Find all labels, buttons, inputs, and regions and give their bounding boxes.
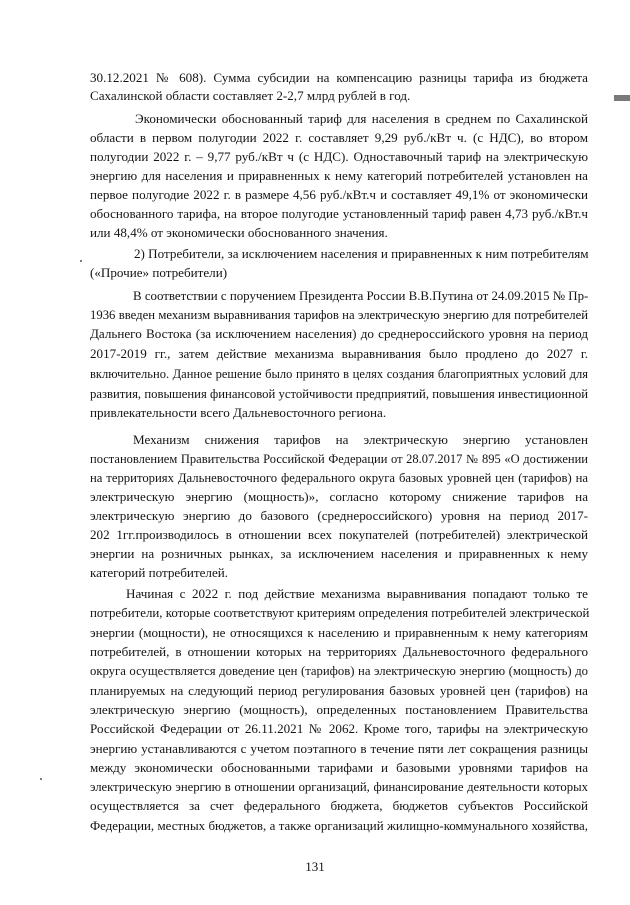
text-line: электрическую энергию в отношении организаций, финансирование деятельности которых	[90, 780, 588, 794]
text-line: энергии на розничных рынках, за исключением населения и приравненных к нему	[90, 546, 588, 561]
text-line: округа осуществляется доведение цен (тарифов) на электрическую энергию (мощность) до	[90, 664, 588, 678]
text-line: полугодии 2022 г. – 9,77 руб./кВт ч (с НДС). Одноставочный тариф на электрическую	[90, 149, 588, 164]
text-line: первое полугодие 2022 г. в размере 4,56 руб./кВт.ч и составляет 49,1% от экономически	[90, 187, 588, 202]
text-line: Сахалинской области составляет 2-2,7 млрд рублей в год.	[90, 88, 411, 103]
text-line: привлекательности всего Дальневосточного региона.	[90, 405, 387, 420]
text-line: постановлением Правительства Российской Федерации от 28.07.2017 № 895 «О достижении	[90, 452, 588, 466]
text-line: В соответствии с поручением Президента России В.В.Путина от 24.09.2015 № Пр-	[133, 289, 589, 303]
text-line: планируемых на следующий период регулирования базовых уровней цен (тарифов) на	[90, 683, 588, 698]
text-line: на территориях Дальневосточного федерального округа базовых уровней цен (тарифов) на	[90, 471, 588, 485]
text-line: 30.12.2021 № 608). Сумма субсидии на компенсацию разницы тарифа из бюджета	[90, 70, 588, 85]
text-line: электрическую энергию (мощность), определенных постановлением Правительства	[90, 702, 588, 717]
text-line: категорий потребителей.	[90, 565, 229, 580]
text-line: («Прочие» потребители)	[90, 265, 228, 280]
text-line: потребители, которые соответствуют критериям определения потребителей электрической	[90, 606, 590, 620]
text-line: Федерации, местных бюджетов, а также организаций жилищно-коммунального хозяйства,	[90, 819, 588, 833]
text-line: энергию для населения и приравненных к нему категорий потребителей установлен на	[90, 168, 588, 183]
scan-speck	[80, 260, 82, 262]
text-line: включительно. Данное решение было принято в целях создания благоприятных условий для	[90, 367, 588, 381]
text-line: 1936 введен механизм выравнивания тарифов на электрическую энергию для потребителей	[90, 308, 588, 322]
page-number: 131	[305, 859, 325, 874]
text-line: энергию устанавливаются с учетом поэтапного в течение пяти лет сокращения разницы	[90, 741, 588, 756]
text-line: 2017-2019 гг., затем действие механизма выравнивания было продлено до 2027 г.	[90, 346, 588, 361]
text-line: энергии (мощности), не относящихся к населению и приравненным к нему категориям	[90, 625, 588, 640]
text-line: потребителей, в отношении которых на территориях Дальневосточного федерального	[90, 644, 588, 659]
text-line: Механизм снижения тарифов на электрическую энергию установлен	[133, 432, 588, 447]
text-line: 202 1гг.производилось в отношении всех покупателей (потребителей) электрической	[90, 527, 588, 542]
text-line: Российской Федерации от 26.11.2021 № 2062. Кроме того, тарифы на электрическую	[90, 721, 588, 736]
text-line: развития, повышения финансовой устойчивости предприятий, повышения инвестиционной	[90, 387, 588, 401]
text-line: электрическую энергию (мощность)», согласно которому снижение тарифов на	[90, 489, 588, 504]
text-line: Начиная с 2022 г. под действие механизма выравнивания попадают только те	[126, 586, 588, 601]
text-line: 2) Потребители, за исключением населения и приравненных к ним потребителям	[134, 246, 589, 261]
text-line: обоснованного тарифа, на второе полугодие установленный тариф равен 4,73 руб./кВт.ч	[90, 206, 588, 221]
text-line: области в первом полугодии 2022 г. составляет 9,29 руб./кВт ч. (с НДС), во втором	[90, 130, 588, 145]
text-line: электрическую энергию до базового (среднероссийского) уровня на период 2017-	[90, 508, 588, 523]
text-line: между экономически обоснованными тарифами и базовыми уровнями тарифов на	[90, 760, 588, 775]
text-line: Дальнего Востока (за исключением населения) до среднероссийского уровня на период	[90, 326, 588, 341]
text-line: осуществляется за счет федерального бюджета, бюджетов субъектов Российской	[90, 798, 588, 813]
scan-speck	[40, 778, 42, 780]
scan-edge-mark	[614, 95, 630, 101]
text-line: Экономически обоснованный тариф для населения в среднем по Сахалинской	[135, 111, 588, 126]
text-line: или 48,4% от экономически обоснованного значения.	[90, 225, 388, 240]
